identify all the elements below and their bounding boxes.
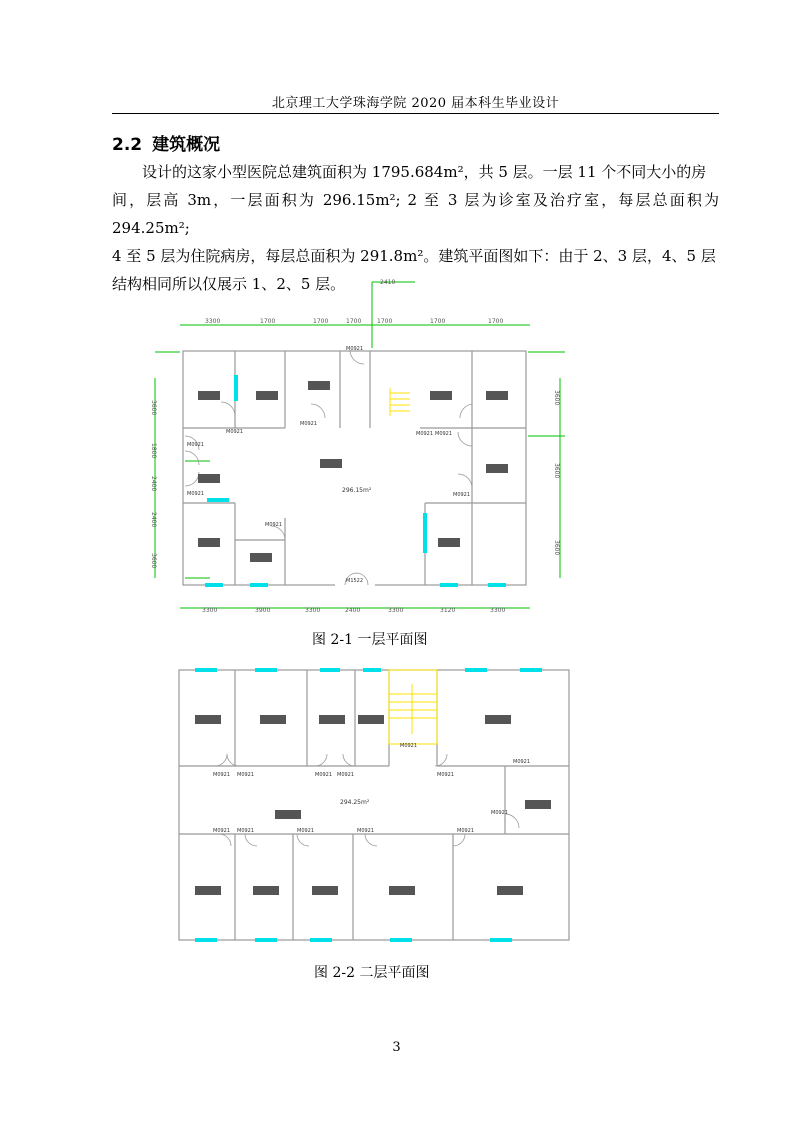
- svg-text:M0921: M0921: [213, 828, 231, 834]
- paragraph-line: 设计的这家小型医院总建筑面积为 1795.684m²，共 5 层。一层 11 个不同大小的房: [142, 163, 707, 181]
- svg-text:1700: 1700: [313, 318, 329, 325]
- svg-text:M0921: M0921: [315, 772, 333, 778]
- walls: [179, 670, 569, 940]
- page-header: 北京理工大学珠海学院 2020 届本科生毕业设计: [271, 96, 560, 111]
- paragraph-line: 间，层高 3m，一层面积为 296.15m²; 2 至 3 层为诊室及治疗室，每层总面积为 294.25m²;: [112, 191, 719, 237]
- svg-text:M0921: M0921: [337, 772, 355, 778]
- svg-text:M0921: M0921: [435, 431, 453, 437]
- body-paragraph: [112, 158, 719, 298]
- svg-text:1700: 1700: [430, 318, 446, 325]
- svg-text:1800: 1800: [150, 443, 157, 459]
- svg-text:3300: 3300: [202, 607, 218, 614]
- svg-text:M0921: M0921: [300, 421, 318, 427]
- svg-text:M0921: M0921: [491, 810, 509, 816]
- svg-text:3600: 3600: [150, 553, 157, 569]
- figure1-caption: 图 2-1 一层平面图: [312, 632, 428, 648]
- svg-text:3600: 3600: [553, 463, 560, 479]
- paragraph-line: 结构相同所以仅展示 1、2、5 层。: [112, 275, 346, 293]
- svg-text:1700: 1700: [377, 318, 393, 325]
- door-labels: [213, 743, 530, 834]
- header-rule: [112, 113, 719, 114]
- room-tags: [198, 381, 508, 562]
- paragraph-line: 4 至 5 层为住院病房，每层总面积为 291.8m²。建筑平面图如下：由于 2、3 层，4、5 层: [112, 247, 716, 265]
- svg-text:3600: 3600: [150, 400, 157, 416]
- svg-text:M0921: M0921: [265, 522, 283, 528]
- figure2-caption: 图 2-2 二层平面图: [314, 965, 430, 981]
- svg-text:M0921: M0921: [357, 828, 375, 834]
- stair: [390, 388, 410, 416]
- svg-text:M0921: M0921: [297, 828, 315, 834]
- dimension-lines: [155, 282, 565, 608]
- svg-text:3300: 3300: [205, 318, 221, 325]
- svg-text:M0921: M0921: [213, 772, 231, 778]
- svg-text:M0921: M0921: [237, 772, 255, 778]
- svg-text:M0921: M0921: [416, 431, 434, 437]
- svg-text:M0921: M0921: [346, 346, 364, 352]
- svg-text:M0921: M0921: [437, 772, 455, 778]
- svg-text:M0921: M0921: [226, 429, 244, 435]
- svg-text:3600: 3600: [553, 540, 560, 556]
- svg-text:1700: 1700: [346, 318, 362, 325]
- dimension-text: [150, 279, 560, 614]
- svg-text:2400: 2400: [345, 607, 361, 614]
- svg-text:M1522: M1522: [346, 578, 364, 584]
- area-label: 296.15m²: [342, 487, 372, 494]
- svg-text:M0921: M0921: [400, 743, 418, 749]
- floor-plan-1: [150, 278, 570, 618]
- svg-text:M0921: M0921: [453, 492, 471, 498]
- svg-text:3300: 3300: [388, 607, 404, 614]
- section-number: 2.2: [112, 135, 143, 155]
- area-label: 294.25m²: [340, 799, 370, 806]
- svg-text:M0921: M0921: [513, 759, 531, 765]
- floor-plan-2: [175, 664, 575, 949]
- svg-text:M0921: M0921: [187, 491, 205, 497]
- svg-text:3120: 3120: [440, 607, 456, 614]
- page-number: 3: [392, 1040, 401, 1055]
- svg-text:3600: 3600: [553, 390, 560, 406]
- svg-text:2400: 2400: [150, 476, 157, 492]
- section-heading: [112, 130, 220, 155]
- svg-text:2400: 2400: [150, 512, 157, 528]
- svg-text:1700: 1700: [488, 318, 504, 325]
- stair: [389, 670, 437, 744]
- svg-text:M0921: M0921: [187, 442, 205, 448]
- room-tags: [195, 715, 551, 895]
- section-title: 建筑概况: [152, 135, 221, 155]
- svg-text:M0921: M0921: [237, 828, 255, 834]
- svg-text:3300: 3300: [490, 607, 506, 614]
- svg-text:M0921: M0921: [457, 828, 475, 834]
- svg-text:3300: 3300: [305, 607, 321, 614]
- svg-text:3900: 3900: [255, 607, 271, 614]
- svg-text:1700: 1700: [260, 318, 276, 325]
- svg-text:2410: 2410: [380, 279, 396, 286]
